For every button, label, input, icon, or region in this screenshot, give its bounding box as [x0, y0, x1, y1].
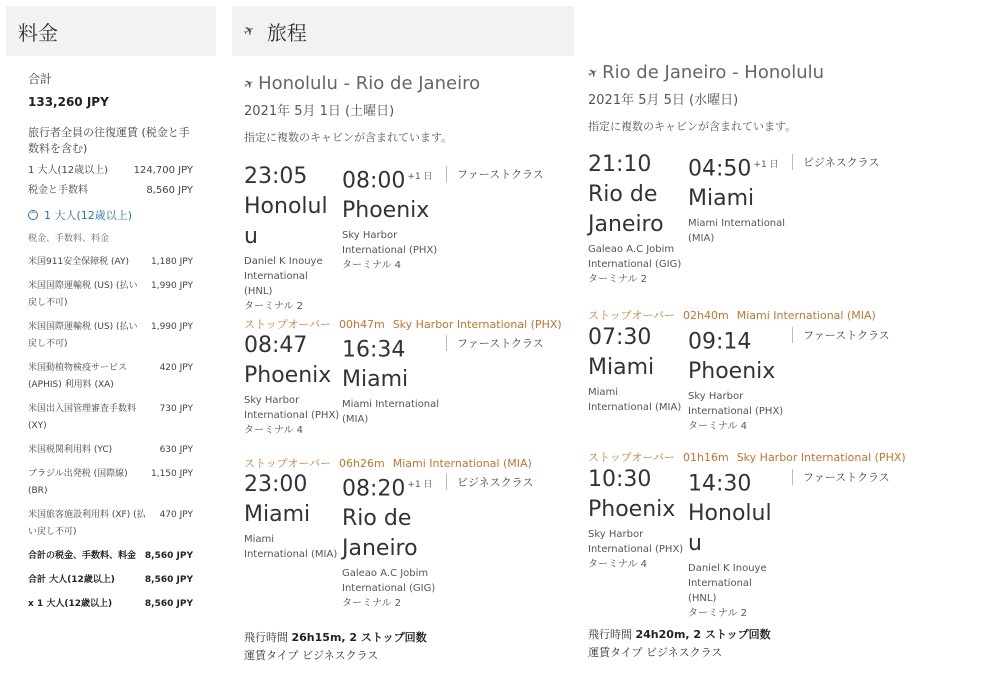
departure-city: Honolulu — [244, 194, 328, 249]
arrival-time-row — [688, 323, 788, 357]
next-day-badge: +1 日 — [753, 160, 779, 170]
arrival-time-row — [342, 470, 442, 504]
stopover-airport: Miami International (MIA) — [736, 309, 876, 322]
plane-icon: ✈ — [585, 63, 601, 82]
chevron-up-icon: ^ — [28, 210, 38, 220]
departure — [244, 162, 336, 314]
tax-label: 米国動植物検疫サービス (APHIS) 利用料 (XA) — [28, 363, 128, 390]
departure-airport: Daniel K Inouye International (HNL) — [244, 256, 323, 297]
departure — [588, 323, 684, 415]
tax-total-value: 8,560 JPY — [144, 599, 193, 609]
cabin-class: ビジネスクラス — [446, 474, 533, 490]
departure-airport: Miami International (MIA) — [244, 534, 338, 560]
tax-total-value: 8,560 JPY — [144, 551, 193, 561]
passenger-toggle[interactable] — [28, 207, 193, 223]
arrival-airport: Sky Harbor International (PHX) — [688, 391, 784, 418]
stopover-label: ストップオーバー — [244, 457, 332, 470]
tax-label: 米国税関利用料 (YC) — [28, 445, 113, 455]
departure-city: Miami — [244, 502, 311, 527]
arrival-city: Honolulu — [688, 501, 772, 557]
tax-total-label: 合計 大人(12歳以上) — [28, 575, 115, 585]
plane-icon: ✈ — [241, 74, 257, 93]
arrival-time: 09:14 — [688, 329, 752, 355]
stopover-duration: 01h16m — [683, 451, 729, 464]
departure-terminal: ターミナル 4 — [588, 559, 648, 570]
cabin-note: 指定に複数のキャビンが含まれています。 — [244, 131, 453, 144]
departure-city: Miami — [588, 355, 655, 380]
flight-time-label: 飛行時間 — [588, 628, 632, 641]
fare-description: 旅行者全員の往復運賃 (税金と手数料を含む) — [28, 126, 190, 155]
fare-row-value: 8,560 JPY — [146, 185, 193, 196]
tax-row — [28, 401, 193, 435]
arrival-airport: Sky Harbor International (PHX) — [342, 230, 438, 257]
departure — [588, 465, 684, 572]
arrival-city: Miami — [342, 367, 409, 393]
itinerary-header — [232, 6, 574, 56]
arrival-time: 08:20 — [342, 476, 406, 502]
arrival-airport: Galeao A.C Jobim International (GIG) — [342, 568, 436, 595]
departure-time: 08:47 — [244, 333, 308, 358]
arrival-time-row — [342, 331, 442, 365]
fare-row — [28, 161, 193, 181]
stopover-label: ストップオーバー — [588, 451, 676, 464]
fare-header — [6, 6, 216, 56]
route-date: 2021年 5月 1日 (土曜日) — [244, 104, 395, 119]
tax-value: 470 JPY — [159, 510, 193, 520]
departure-time: 21:10 — [588, 152, 652, 177]
arrival-city: Phoenix — [342, 198, 430, 224]
arrival-terminal: ターミナル 2 — [688, 608, 748, 620]
arrival-terminal: ターミナル 4 — [342, 260, 402, 272]
tax-row — [28, 360, 193, 394]
tax-label: ブラジル出発税 (国際線) (BR) — [28, 469, 128, 496]
tax-label: 米国国際運輸税 (US) (払い戻し不可) — [28, 281, 138, 308]
tax-row — [28, 442, 193, 459]
passenger-toggle-label: 1 大人(12歳以上) — [44, 209, 133, 222]
stopover-info — [244, 316, 570, 332]
fare-type: 運賃タイプ ビジネスクラス — [244, 649, 379, 662]
arrival-terminal: ターミナル 2 — [342, 598, 402, 610]
leg-summary — [588, 626, 771, 662]
arrival-time-row — [688, 465, 778, 499]
tax-total-label: 合計の税金、手数料、料金 — [28, 551, 137, 561]
arrival-time: 04:50 — [688, 156, 752, 182]
departure-city: Phoenix — [588, 497, 676, 522]
arrival — [688, 323, 788, 434]
arrival-airport: Daniel K Inouye International (HNL) — [688, 563, 767, 605]
leg-outbound — [241, 73, 481, 145]
arrival-city: Rio de Janeiro — [342, 506, 418, 562]
arrival-time-row — [342, 162, 442, 196]
tax-row — [28, 466, 193, 500]
departure-city: Phoenix — [244, 363, 332, 388]
arrival-terminal: ターミナル 4 — [688, 421, 748, 433]
stopover-airport: Miami International (MIA) — [392, 457, 532, 470]
stopover-info — [588, 307, 884, 323]
leg-summary — [244, 629, 427, 665]
itinerary-title: 旅程 — [266, 20, 307, 45]
arrival-time: 16:34 — [342, 337, 406, 363]
departure-airport: Galeao A.C Jobim International (GIG) — [588, 244, 682, 270]
stopover-airport: Sky Harbor International (PHX) — [736, 451, 906, 464]
fare-type: 運賃タイプ ビジネスクラス — [588, 646, 723, 659]
tax-total-value: 8,560 JPY — [144, 575, 193, 585]
fare-row-label: 1 大人(12歳以上) — [28, 165, 109, 176]
tax-label: 米国911安全保障税 (AY) — [28, 257, 130, 267]
flight-time-value: 24h20m, 2 ストップ回数 — [635, 628, 771, 641]
tax-value: 420 JPY — [159, 363, 193, 373]
cabin-class: ファーストクラス — [446, 335, 544, 351]
next-day-badge: +1 日 — [407, 480, 433, 490]
cabin-class: ファーストクラス — [792, 327, 890, 343]
tax-value: 1,150 JPY — [150, 469, 193, 479]
tax-total-row — [28, 572, 193, 589]
tax-total-row — [28, 596, 193, 613]
cabin-class: ビジネスクラス — [792, 154, 879, 170]
departure-time: 07:30 — [588, 325, 652, 350]
arrival-time: 08:00 — [342, 168, 406, 194]
tax-total-label: x 1 大人(12歳以上) — [28, 599, 113, 609]
tax-label: 米国旅客施設利用料 (XF) (払い戻し不可) — [28, 510, 146, 537]
arrival-city: Phoenix — [688, 359, 776, 385]
tax-row — [28, 507, 193, 541]
flight-time-row — [244, 629, 427, 647]
departure — [588, 150, 684, 287]
tax-value: 1,990 JPY — [150, 322, 193, 332]
tax-total-row — [28, 548, 193, 565]
flight-time-label: 飛行時間 — [244, 631, 288, 644]
tax-label: 米国出入国管理審査手数料 (XY) — [28, 404, 137, 431]
tax-value: 1,180 JPY — [150, 257, 193, 267]
stopover-label: ストップオーバー — [244, 318, 332, 331]
departure-time: 10:30 — [588, 467, 652, 492]
flight-time-row — [588, 626, 771, 644]
departure-terminal: ターミナル 4 — [244, 425, 304, 436]
arrival-airport: Miami International (MIA) — [342, 399, 440, 426]
next-day-badge: +1 日 — [407, 172, 433, 182]
stopover-info — [244, 455, 540, 471]
tax-value: 630 JPY — [159, 445, 193, 455]
route-title-text: Honolulu - Rio de Janeiro — [258, 73, 481, 94]
taxes-subheading: 税金、手数料、料金 — [28, 234, 110, 244]
departure — [244, 331, 340, 438]
total-label: 合計 — [28, 72, 53, 86]
arrival — [342, 470, 442, 611]
route-title — [241, 73, 481, 94]
departure-airport: Sky Harbor International (PHX) — [244, 395, 340, 421]
fare-summary — [28, 70, 193, 620]
departure-airport: Miami International (MIA) — [588, 387, 682, 413]
tax-value: 730 JPY — [159, 404, 193, 414]
departure — [244, 470, 340, 562]
route-title-text: Rio de Janeiro - Honolulu — [602, 62, 825, 83]
stopover-airport: Sky Harbor International (PHX) — [392, 318, 562, 331]
departure-city: Rio de Janeiro — [588, 182, 664, 237]
leg-return — [585, 62, 825, 134]
cabin-class: ファーストクラス — [792, 469, 890, 485]
arrival — [342, 331, 442, 427]
arrival — [688, 465, 778, 621]
departure-airport: Sky Harbor International (PHX) — [588, 529, 684, 555]
tax-row — [28, 254, 193, 271]
arrival-city: Miami — [688, 186, 755, 212]
stopover-duration: 06h26m — [339, 457, 385, 470]
fare-title: 料金 — [18, 20, 58, 45]
tax-value: 1,990 JPY — [150, 281, 193, 291]
plane-icon: ✈ — [240, 21, 258, 41]
fare-row — [28, 181, 193, 201]
stopover-duration: 00h47m — [339, 318, 385, 331]
arrival-time: 14:30 — [688, 471, 752, 497]
tax-row — [28, 278, 193, 312]
departure-time-city — [588, 150, 684, 240]
arrival-time-row — [688, 150, 788, 184]
fare-row-label: 税金と手数料 — [28, 185, 88, 196]
arrival-airport: Miami International (MIA) — [688, 218, 786, 245]
tax-label: 米国国際運輸税 (US) (払い戻し不可) — [28, 322, 138, 349]
arrival — [342, 162, 442, 273]
stopover-duration: 02h40m — [683, 309, 729, 322]
route-date: 2021年 5月 5日 (水曜日) — [588, 93, 739, 108]
cabin-class: ファーストクラス — [446, 166, 544, 182]
stopover-label: ストップオーバー — [588, 309, 676, 322]
arrival — [688, 150, 788, 246]
departure-terminal: ターミナル 2 — [244, 301, 304, 312]
fare-row-value: 124,700 JPY — [133, 165, 193, 176]
total-value: 133,260 JPY — [28, 95, 109, 109]
departure-time: 23:05 — [244, 164, 308, 189]
flight-time-value: 26h15m, 2 ストップ回数 — [291, 631, 427, 644]
route-title — [585, 62, 825, 83]
stopover-info — [588, 449, 914, 465]
departure-time: 23:00 — [244, 472, 308, 497]
departure-terminal: ターミナル 2 — [588, 274, 648, 285]
cabin-note: 指定に複数のキャビンが含まれています。 — [588, 120, 797, 133]
tax-row — [28, 319, 193, 353]
